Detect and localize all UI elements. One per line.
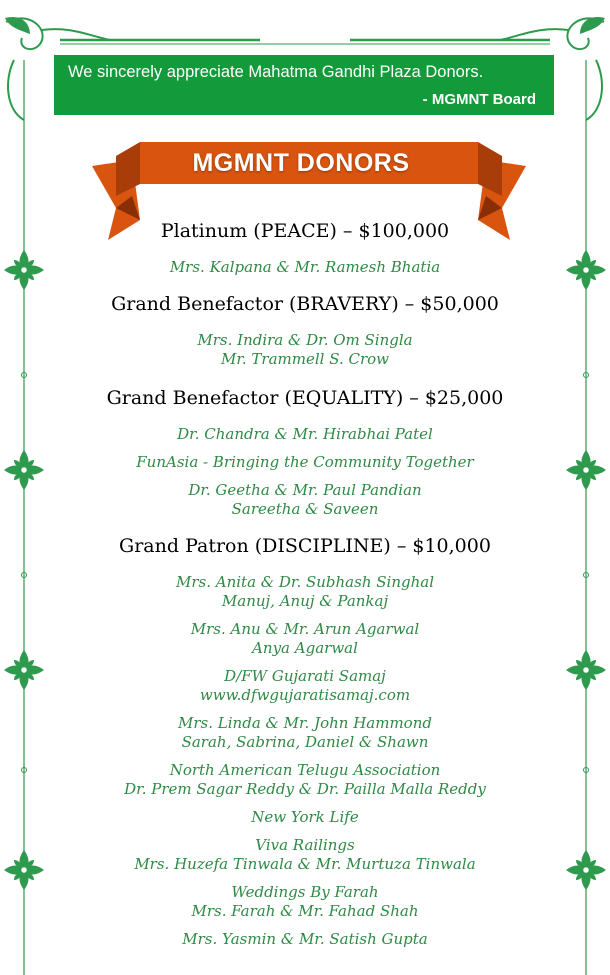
donor-name-line: Mrs. Indira & Dr. Om Singla — [197, 331, 413, 349]
appreciation-banner — [54, 55, 554, 115]
donor-name-line: Dr. Geetha & Mr. Paul Pandian — [188, 481, 422, 499]
donor-name-line: Dr. Chandra & Mr. Hirabhai Patel — [177, 425, 433, 443]
donor-list — [40, 218, 570, 949]
page-title: MGMNT DONORS — [192, 149, 410, 177]
donor-name-line: Manuj, Anuj & Pankaj — [221, 592, 389, 610]
donor-entry — [40, 808, 570, 827]
donor-name-line: Weddings By Farah — [231, 883, 379, 901]
donor-name-line: North American Telugu Association — [169, 761, 441, 779]
donor-name-line: D/FW Gujarati Samaj — [224, 667, 386, 685]
donor-entry — [40, 761, 570, 799]
donor-name-line: Mrs. Yasmin & Mr. Satish Gupta — [182, 930, 428, 948]
donor-name-line: Sareetha & Saveen — [231, 500, 379, 518]
appreciation-message: We sincerely appreciate Mahatma Gandhi Plaza Donors. — [68, 63, 484, 81]
tier-heading: Platinum (PEACE) – $100,000 — [160, 220, 450, 242]
donor-name-line: New York Life — [251, 808, 359, 826]
tier-heading: Grand Patron (DISCIPLINE) – $10,000 — [119, 535, 491, 557]
donor-name-line: www.dfwgujaratisamaj.com — [199, 686, 411, 704]
donor-name-line: Mrs. Linda & Mr. John Hammond — [178, 714, 432, 732]
donor-entry — [40, 481, 570, 519]
donor-name-line: Sarah, Sabrina, Daniel & Shawn — [181, 733, 429, 751]
donor-name-line: Mrs. Anu & Mr. Arun Agarwal — [190, 620, 420, 638]
donor-entry — [40, 714, 570, 752]
donor-entry — [40, 836, 570, 874]
donor-name-line: Anya Agarwal — [252, 639, 358, 657]
donor-name-line: Mr. Trammell S. Crow — [220, 350, 390, 368]
donor-name-line: Viva Railings — [255, 836, 355, 854]
donor-entry — [40, 331, 570, 369]
donor-entry — [40, 620, 570, 658]
donor-name-line: Mrs. Anita & Dr. Subhash Singhal — [175, 573, 434, 591]
tier-heading: Grand Benefactor (BRAVERY) – $50,000 — [111, 293, 499, 315]
donor-entry — [40, 883, 570, 921]
donor-entry — [40, 258, 570, 277]
donor-name-line: FunAsia - Bringing the Community Together — [136, 453, 474, 471]
donor-name-line: Mrs. Farah & Mr. Fahad Shah — [191, 902, 419, 920]
donor-entry — [40, 930, 570, 949]
donor-entry — [40, 667, 570, 705]
donor-name-line: Mrs. Kalpana & Mr. Ramesh Bhatia — [169, 258, 441, 276]
tier-heading: Grand Benefactor (EQUALITY) – $25,000 — [106, 387, 504, 409]
donor-entry — [40, 453, 570, 472]
donor-entry — [40, 425, 570, 444]
donor-name-line: Mrs. Huzefa Tinwala & Mr. Murtuza Tinwala — [134, 855, 476, 873]
donor-name-line: Dr. Prem Sagar Reddy & Dr. Pailla Malla Reddy — [124, 780, 486, 798]
board-signature: - MGMNT Board — [422, 91, 536, 108]
donor-entry — [40, 573, 570, 611]
